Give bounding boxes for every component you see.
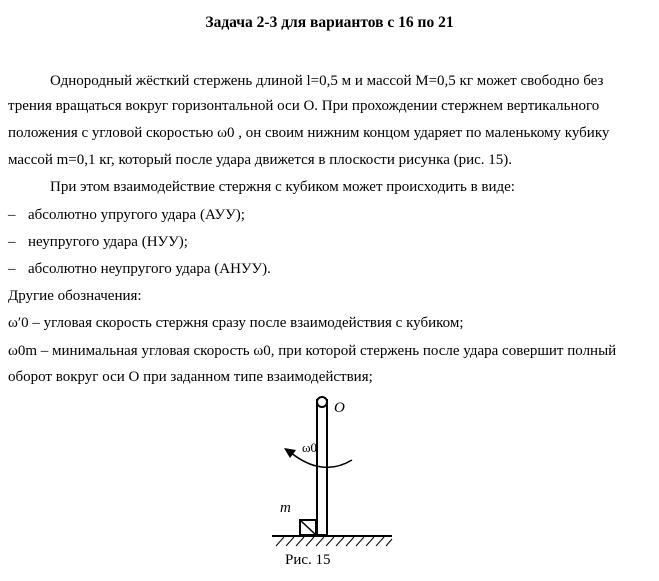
notation-omega-min-line-2: оборот вокруг оси О при заданном типе взаимодействия; — [8, 369, 373, 385]
task-title: Задача 2-3 для вариантов с 16 по 21 — [205, 14, 454, 31]
figure-caption: Рис. 15 — [285, 552, 331, 568]
rotation-arrow-icon — [284, 448, 296, 458]
paragraph-1-line-4: массой m=0,1 кг, который после удара движется в плоскости рисунка (рис. 15). — [8, 152, 513, 168]
mass-label: m — [280, 500, 291, 516]
list-item-text: абсолютно неупругого удара (АНУУ). — [28, 261, 271, 277]
list-item-auu — [8, 206, 245, 224]
notation-omega-min-line-1: ω0m – минимальная угловая скорость ω0, при которой стержень после удара совершит полный — [8, 343, 617, 359]
paragraph-1-line-1: Однородный жёсткий стержень длиной l=0,5 м и массой M=0,5 кг может свободно без — [50, 73, 604, 89]
paragraph-1-line-2: трения вращаться вокруг горизонтальной оси О. При прохождении стержнем вертикального — [8, 98, 600, 114]
paragraph-1-line-3: положения с угловой скоростью ω0 , он своим нижним концом ударяет по маленькому кубику — [8, 125, 610, 141]
pivot-label: O — [334, 400, 345, 416]
other-notations-heading: Другие обозначения: — [8, 288, 142, 304]
paragraph-2: При этом взаимодействие стержня с кубиком может происходить в виде: — [50, 179, 515, 195]
list-item-anuu — [8, 260, 271, 278]
dash-mark: – — [8, 234, 16, 250]
list-item-nuu — [8, 233, 188, 251]
list-item-text: неупругого удара (НУУ); — [28, 234, 188, 250]
list-item-text: абсолютно упругого удара (АУУ); — [28, 207, 245, 223]
dash-mark: – — [8, 207, 16, 223]
pivot-axis-icon — [317, 397, 327, 407]
omega-label: ω0 — [302, 440, 318, 455]
rod-figure — [262, 390, 402, 550]
notation-omega-prime: ω′0 – угловая скорость стержня сразу после взаимодействия с кубиком; — [8, 315, 464, 331]
ground-hatching — [276, 537, 392, 546]
dash-mark: – — [8, 261, 16, 277]
